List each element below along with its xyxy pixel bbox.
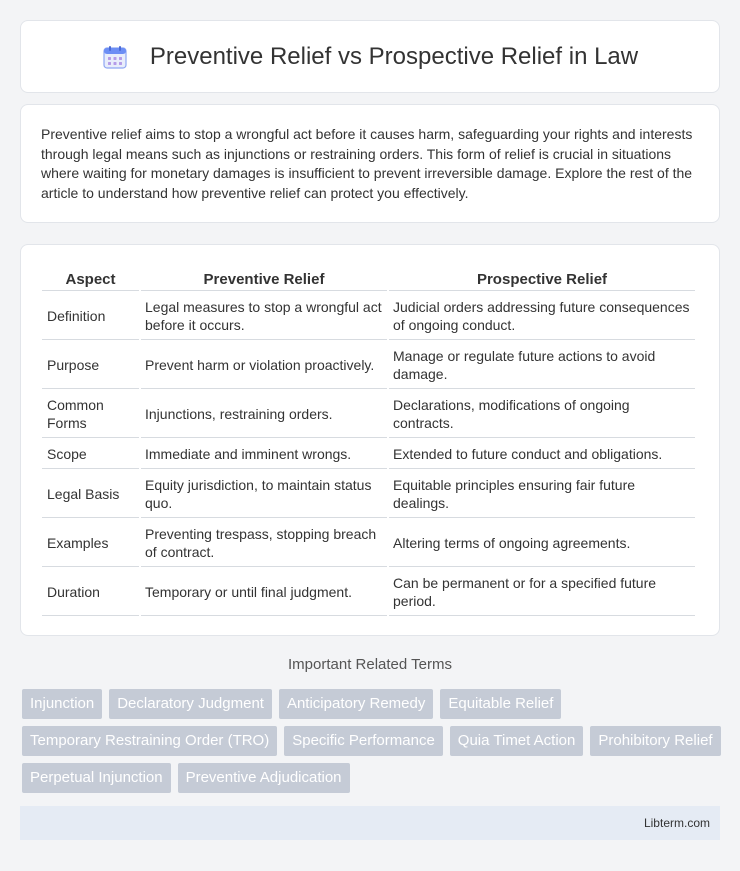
table-row — [42, 342, 695, 389]
table-row — [42, 391, 695, 438]
table-row — [42, 440, 695, 469]
related-term-tag[interactable]: Quia Timet Action — [450, 726, 584, 756]
footer — [20, 806, 720, 840]
table-cell-prospective: Extended to future conduct and obligations. — [389, 440, 695, 469]
column-header-preventive: Preventive Relief — [141, 267, 387, 291]
related-term-tag[interactable]: Anticipatory Remedy — [279, 689, 433, 719]
comparison-table-card — [20, 244, 720, 636]
footer-site-link[interactable]: Libterm.com — [643, 816, 710, 830]
table-header-row — [42, 267, 695, 291]
table-cell-preventive: Equity jurisdiction, to maintain status quo. — [141, 471, 387, 518]
related-term-tag[interactable]: Injunction — [22, 689, 102, 719]
table-cell-prospective: Equitable principles ensuring fair future dealings. — [389, 471, 695, 518]
table-cell-aspect: Purpose — [42, 342, 139, 389]
table-row — [42, 569, 695, 616]
intro-paragraph: Preventive relief aims to stop a wrongful act before it causes harm, safeguarding your rights and interests through legal means such as injunctions or restraining orders. This form of relief is crucial in situations where waiting for monetary damages is insufficient to prevent irreversible damage. Explore the rest of the article to understand how preventive relief can protect you effectively. — [41, 126, 693, 201]
table-cell-aspect: Examples — [42, 520, 139, 567]
table-cell-preventive: Preventing trespass, stopping breach of contract. — [141, 520, 387, 567]
table-cell-prospective: Declarations, modifications of ongoing contracts. — [389, 391, 695, 438]
intro-card — [20, 104, 720, 223]
table-cell-preventive: Prevent harm or violation proactively. — [141, 342, 387, 389]
table-cell-preventive: Injunctions, restraining orders. — [141, 391, 387, 438]
related-term-tag[interactable]: Prohibitory Relief — [590, 726, 720, 756]
table-cell-preventive: Temporary or until final judgment. — [141, 569, 387, 616]
calendar-icon — [102, 44, 128, 70]
table-cell-aspect: Legal Basis — [42, 471, 139, 518]
table-cell-aspect: Definition — [42, 293, 139, 340]
table-row — [42, 471, 695, 518]
related-term-tag[interactable]: Perpetual Injunction — [22, 763, 171, 793]
column-header-aspect: Aspect — [42, 267, 139, 291]
title-card — [20, 20, 720, 93]
table-cell-preventive: Legal measures to stop a wrongful act before it occurs. — [141, 293, 387, 340]
table-row — [42, 293, 695, 340]
table-cell-aspect: Common Forms — [42, 391, 139, 438]
column-header-prospective: Prospective Relief — [389, 267, 695, 291]
related-term-tag[interactable]: Declaratory Judgment — [109, 689, 272, 719]
table-cell-aspect: Duration — [42, 569, 139, 616]
page-title: Preventive Relief vs Prospective Relief in Law — [149, 42, 639, 70]
table-cell-prospective: Can be permanent or for a specified future period. — [389, 569, 695, 616]
comparison-table — [40, 265, 697, 618]
table-cell-prospective: Judicial orders addressing future consequences of ongoing conduct. — [389, 293, 695, 340]
related-term-tag[interactable]: Preventive Adjudication — [178, 763, 350, 793]
related-terms-title: Important Related Terms — [288, 656, 452, 673]
related-term-tag[interactable]: Temporary Restraining Order (TRO) — [22, 726, 277, 756]
related-term-tag[interactable]: Equitable Relief — [440, 689, 561, 719]
related-terms-list — [22, 689, 722, 793]
table-cell-aspect: Scope — [42, 440, 139, 469]
table-cell-preventive: Immediate and imminent wrongs. — [141, 440, 387, 469]
table-cell-prospective: Manage or regulate future actions to avoid damage. — [389, 342, 695, 389]
table-row — [42, 520, 695, 567]
table-cell-prospective: Altering terms of ongoing agreements. — [389, 520, 695, 567]
related-term-tag[interactable]: Specific Performance — [284, 726, 443, 756]
